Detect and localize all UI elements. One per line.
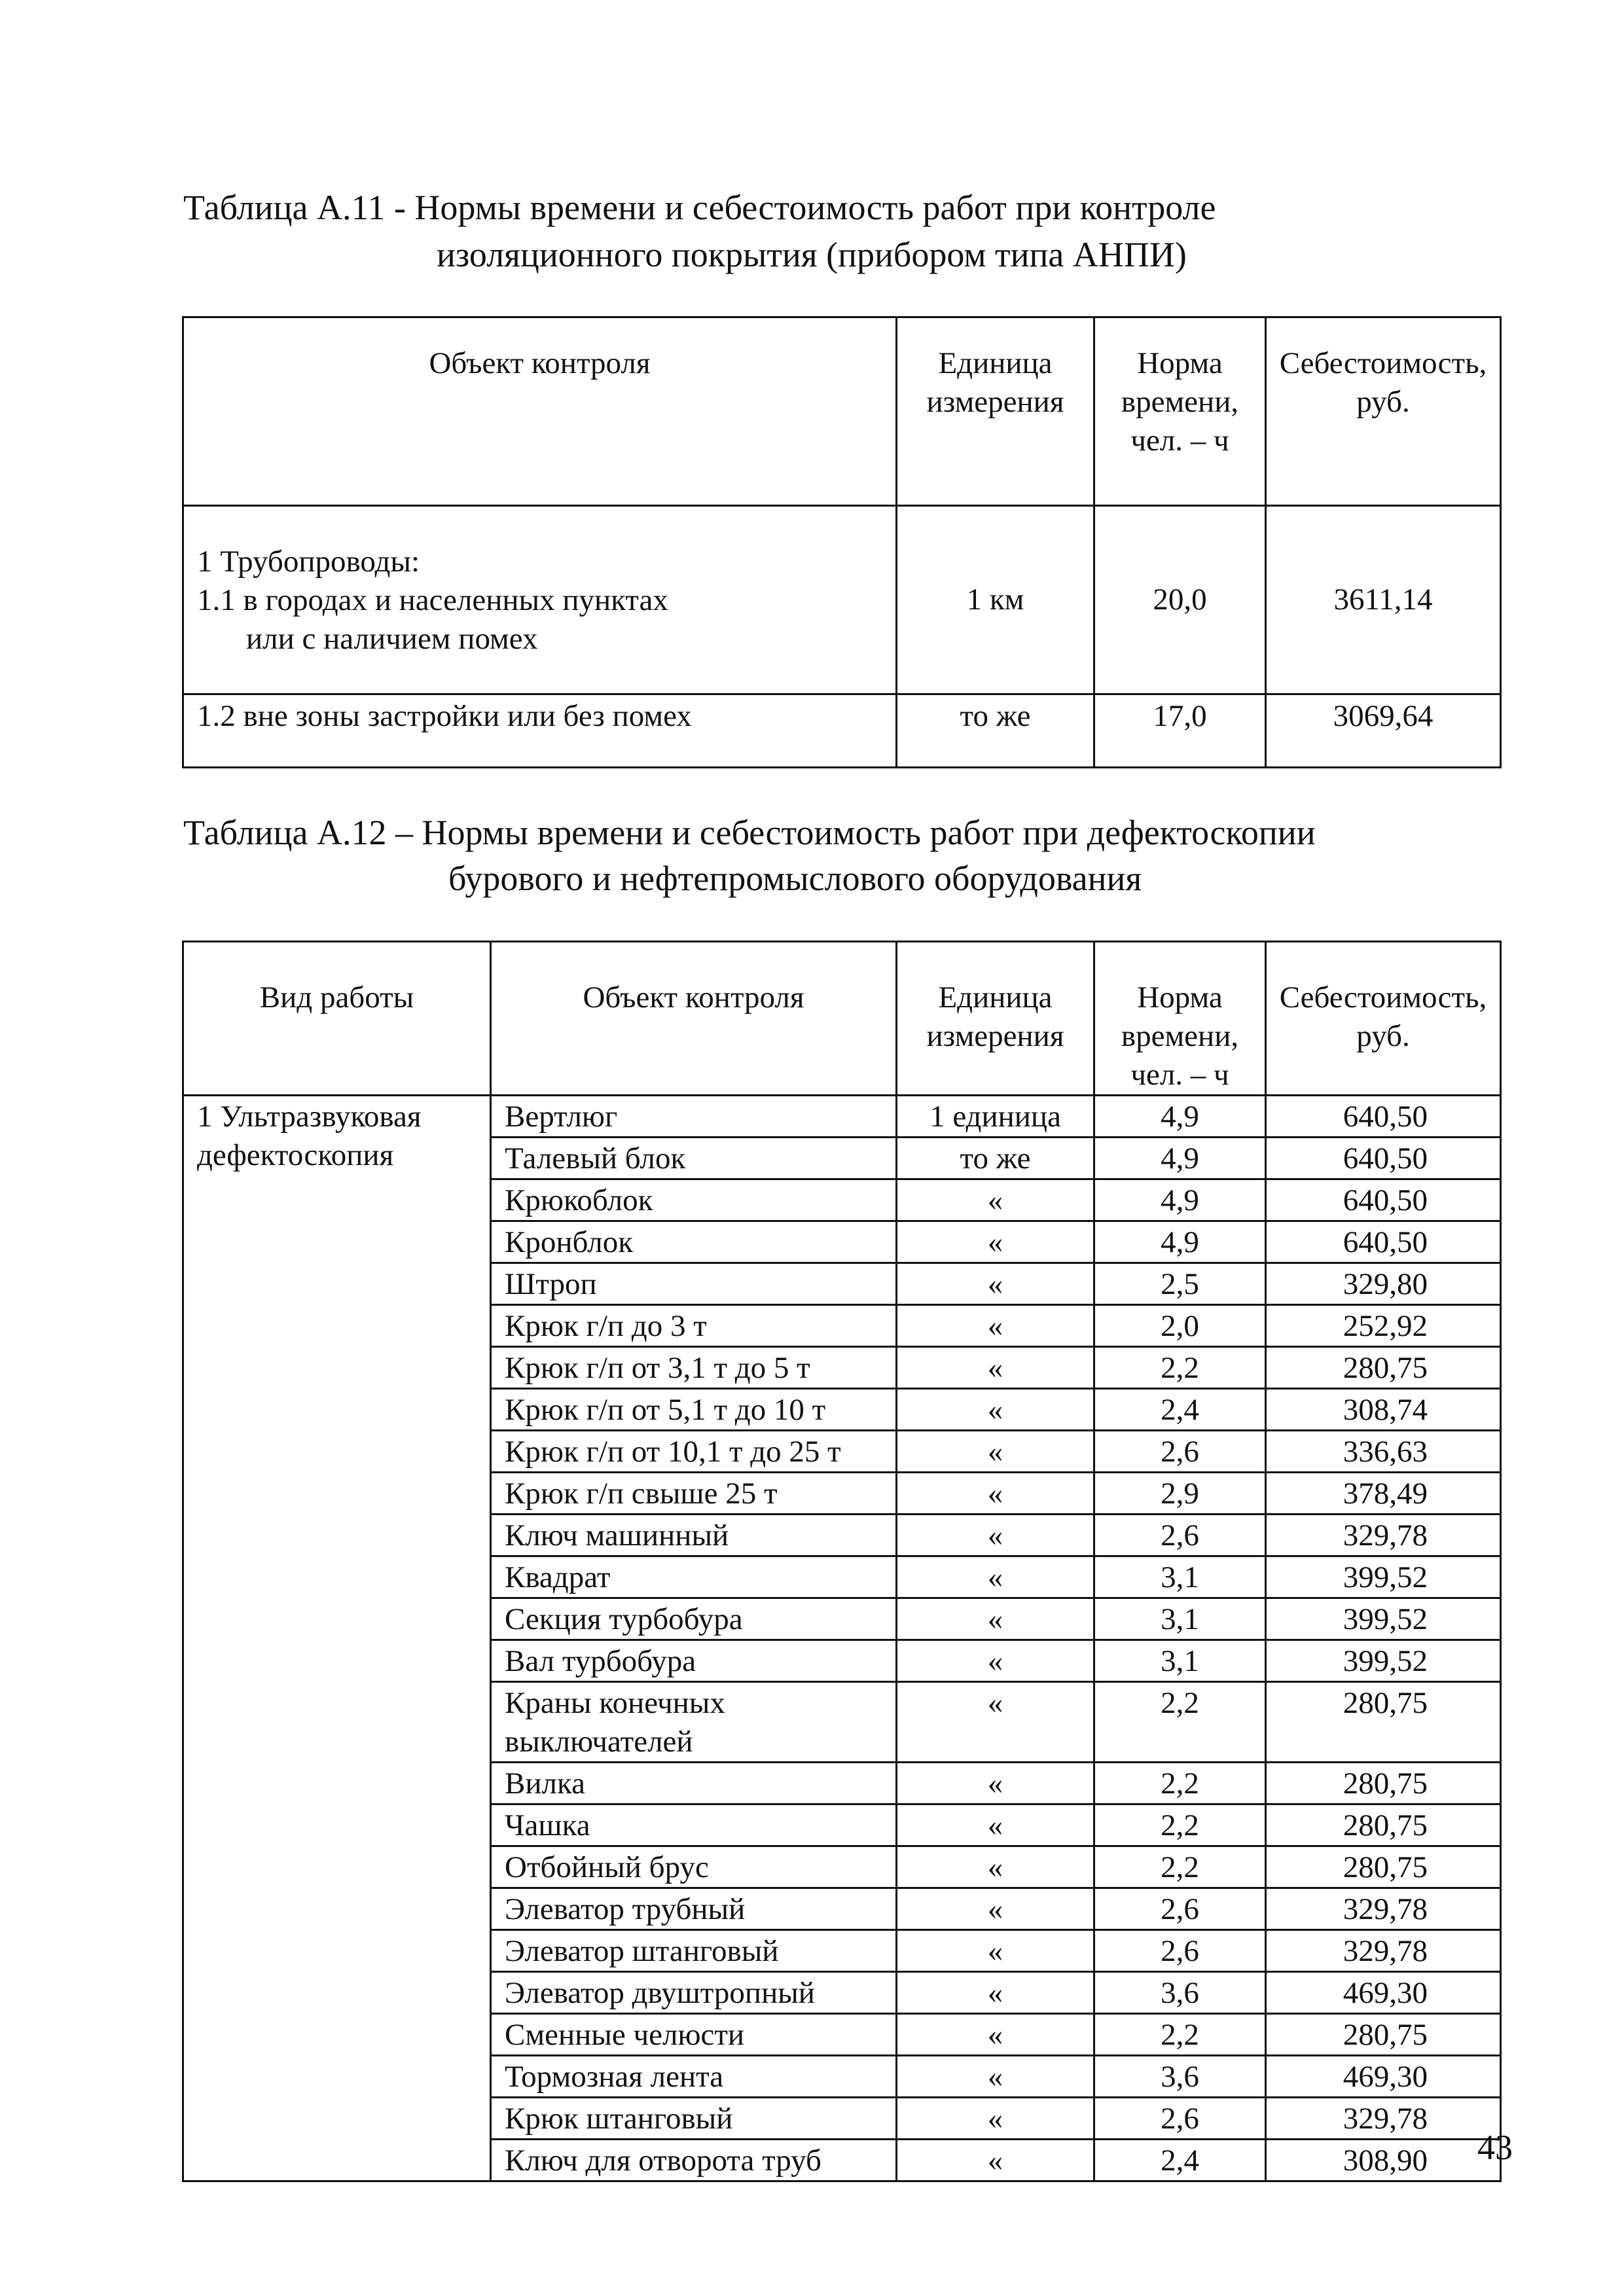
- table12-norm: 2,9: [1094, 1473, 1266, 1515]
- table12-object: Крюк г/п от 3,1 т до 5 т: [491, 1347, 897, 1389]
- table12-cost: 329,78: [1266, 2098, 1501, 2140]
- table12-unit: «: [897, 1221, 1094, 1263]
- table12-cost: 399,52: [1266, 1598, 1501, 1640]
- table12-norm: 2,2: [1094, 1763, 1266, 1804]
- table12-norm: 2,4: [1094, 2140, 1266, 2181]
- table12: [182, 941, 1502, 2182]
- table12-norm: 2,2: [1094, 1846, 1266, 1888]
- table12-cost: 399,52: [1266, 1640, 1501, 1682]
- table12-object: Элеватор двуштропный: [491, 1972, 897, 2014]
- table12-object: Крюк г/п свыше 25 т: [491, 1473, 897, 1515]
- table12-header-work-type: Вид работы: [183, 942, 491, 1096]
- table12-header-norm: Норма времени, чел. – ч: [1094, 942, 1266, 1096]
- table12-object: Крюк г/п от 5,1 т до 10 т: [491, 1389, 897, 1431]
- table12-object: Квадрат: [491, 1556, 897, 1598]
- table12-caption-line1: Таблица А.12 – Нормы времени и себестоимость работ при дефектоскопии: [183, 813, 1316, 852]
- table12-header-object: Объект контроля: [491, 942, 897, 1096]
- table12-norm: 4,9: [1094, 1096, 1266, 1138]
- table12-unit: «: [897, 1804, 1094, 1846]
- page-number: 43: [1477, 2128, 1513, 2167]
- table12-object: Сменные челюсти: [491, 2014, 897, 2056]
- table12-unit: «: [897, 1305, 1094, 1347]
- table-row: [183, 506, 1501, 694]
- table11-row1-unit: 1 км: [897, 506, 1094, 694]
- table11-header-cost: Себестоимость, руб.: [1266, 317, 1501, 506]
- table12-norm: 2,0: [1094, 1305, 1266, 1347]
- table12-unit: «: [897, 1640, 1094, 1682]
- table12-norm: 3,1: [1094, 1556, 1266, 1598]
- table12-unit: «: [897, 1556, 1094, 1598]
- table12-object: Секция турбобура: [491, 1598, 897, 1640]
- table12-cost: 280,75: [1266, 1846, 1501, 1888]
- table12-cost: 336,63: [1266, 1431, 1501, 1473]
- table12-cost: 329,80: [1266, 1263, 1501, 1305]
- table12-object: Крюк штанговый: [491, 2098, 897, 2140]
- table12-unit: «: [897, 1431, 1094, 1473]
- table12-object: Вилка: [491, 1763, 897, 1804]
- table12-object: Краны конечных выключателей: [491, 1682, 897, 1763]
- table12-caption-line2: бурового и нефтепромыслового оборудования: [448, 859, 1142, 898]
- table12-cost: 469,30: [1266, 2056, 1501, 2098]
- table12-object: Тормозная лента: [491, 2056, 897, 2098]
- table11-caption-line2: изоляционного покрытия (прибором типа АНПИ): [437, 235, 1187, 274]
- table12-cost: 329,78: [1266, 1930, 1501, 1972]
- table12-norm: 3,6: [1094, 2056, 1266, 2098]
- table12-object: Талевый блок: [491, 1138, 897, 1179]
- table12-cost: 378,49: [1266, 1473, 1501, 1515]
- table12-unit: «: [897, 2140, 1094, 2181]
- table12-object: Кронблок: [491, 1221, 897, 1263]
- table12-cost: 280,75: [1266, 1682, 1501, 1763]
- table12-object: Штроп: [491, 1263, 897, 1305]
- table12-unit: «: [897, 1598, 1094, 1640]
- table11-row1-norm: 20,0: [1094, 506, 1266, 694]
- table12-unit: то же: [897, 1138, 1094, 1179]
- table11-row2-norm: 17,0: [1094, 694, 1266, 768]
- table12-cost: 280,75: [1266, 1347, 1501, 1389]
- table12-object: Элеватор трубный: [491, 1888, 897, 1930]
- table12-norm: 4,9: [1094, 1221, 1266, 1263]
- table12-unit: 1 единица: [897, 1096, 1094, 1138]
- table12-object: Ключ для отворота труб: [491, 2140, 897, 2181]
- table12-object: Ключ машинный: [491, 1515, 897, 1556]
- table12-cost: 640,50: [1266, 1096, 1501, 1138]
- table11-row1-cost: 3611,14: [1266, 506, 1501, 694]
- table11-row1-object: 1 Трубопроводы: 1.1 в городах и населенных пунктах или с наличием помех: [183, 506, 897, 694]
- table12-norm: 2,2: [1094, 1682, 1266, 1763]
- table12-cost: 640,50: [1266, 1221, 1501, 1263]
- table12-unit: «: [897, 1930, 1094, 1972]
- table12-unit: «: [897, 2098, 1094, 2140]
- table12-cost: 280,75: [1266, 1763, 1501, 1804]
- table11-row2-cost: 3069,64: [1266, 694, 1501, 768]
- table12-unit: «: [897, 1888, 1094, 1930]
- table-row: [183, 694, 1501, 768]
- table12-norm: 2,2: [1094, 2014, 1266, 2056]
- table12-unit: «: [897, 1473, 1094, 1515]
- table12-object: Крюкоблок: [491, 1179, 897, 1221]
- table12-cost: 252,92: [1266, 1305, 1501, 1347]
- table12-cost: 280,75: [1266, 1804, 1501, 1846]
- table12-unit: «: [897, 1347, 1094, 1389]
- table12-object: Отбойный брус: [491, 1846, 897, 1888]
- table12-cost: 640,50: [1266, 1138, 1501, 1179]
- table12-cost: 640,50: [1266, 1179, 1501, 1221]
- table11-header-norm: Норма времени, чел. – ч: [1094, 317, 1266, 506]
- table12-unit: «: [897, 1846, 1094, 1888]
- table12-cost: 329,78: [1266, 1515, 1501, 1556]
- table12-object: Чашка: [491, 1804, 897, 1846]
- table12-unit: «: [897, 1263, 1094, 1305]
- table12-norm: 2,4: [1094, 1389, 1266, 1431]
- table12-norm: 2,6: [1094, 1930, 1266, 1972]
- table12-cost: 308,74: [1266, 1389, 1501, 1431]
- table12-norm: 3,1: [1094, 1640, 1266, 1682]
- table12-cost: 329,78: [1266, 1888, 1501, 1930]
- table-row: [183, 1096, 1501, 1138]
- table12-norm: 3,1: [1094, 1598, 1266, 1640]
- table12-unit: «: [897, 1972, 1094, 2014]
- table12-norm: 2,6: [1094, 1431, 1266, 1473]
- table12-work-type: 1 Ультразвуковая дефектоскопия: [183, 1096, 491, 2181]
- table12-cost: 399,52: [1266, 1556, 1501, 1598]
- table12-norm: 2,6: [1094, 2098, 1266, 2140]
- table12-object: Вертлюг: [491, 1096, 897, 1138]
- table12-object: Вал турбобура: [491, 1640, 897, 1682]
- table12-object: Крюк г/п от 10,1 т до 25 т: [491, 1431, 897, 1473]
- table11-header-unit: Единица измерения: [897, 317, 1094, 506]
- table11-row2-object: 1.2 вне зоны застройки или без помех: [183, 694, 897, 768]
- table12-norm: 2,2: [1094, 1804, 1266, 1846]
- table11-caption-line1: Таблица А.11 - Нормы времени и себестоимость работ при контроле: [183, 188, 1216, 227]
- table12-norm: 2,6: [1094, 1888, 1266, 1930]
- table11-row2-unit: то же: [897, 694, 1094, 768]
- table12-cost: 280,75: [1266, 2014, 1501, 2056]
- table12-object: Элеватор штанговый: [491, 1930, 897, 1972]
- table12-norm: 4,9: [1094, 1179, 1266, 1221]
- table11: [182, 316, 1502, 768]
- table12-object: Крюк г/п до 3 т: [491, 1305, 897, 1347]
- table12-cost: 469,30: [1266, 1972, 1501, 2014]
- table12-norm: 2,5: [1094, 1263, 1266, 1305]
- table12-norm: 2,6: [1094, 1515, 1266, 1556]
- table12-norm: 3,6: [1094, 1972, 1266, 2014]
- table12-norm: 2,2: [1094, 1347, 1266, 1389]
- table11-header-object: Объект контроля: [183, 317, 897, 506]
- table12-header-cost: Себестоимость, руб.: [1266, 942, 1501, 1096]
- table12-unit: «: [897, 1763, 1094, 1804]
- table12-cost: 308,90: [1266, 2140, 1501, 2181]
- table12-unit: «: [897, 1682, 1094, 1763]
- table12-unit: «: [897, 2014, 1094, 2056]
- table12-unit: «: [897, 2056, 1094, 2098]
- table12-header-unit: Единица измерения: [897, 942, 1094, 1096]
- table12-unit: «: [897, 1389, 1094, 1431]
- table12-unit: «: [897, 1179, 1094, 1221]
- table12-norm: 4,9: [1094, 1138, 1266, 1179]
- table12-unit: «: [897, 1515, 1094, 1556]
